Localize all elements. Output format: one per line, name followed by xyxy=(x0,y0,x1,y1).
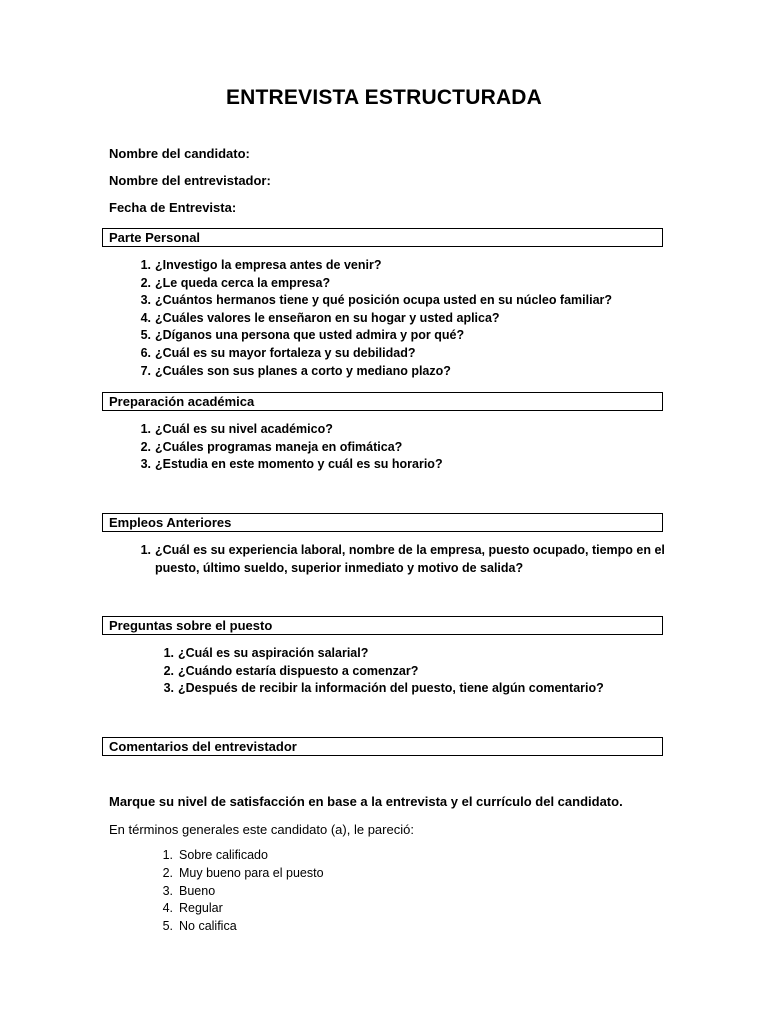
list-item: 3. Bueno xyxy=(162,883,216,898)
list-item: 1. ¿Cuál es su aspiración salarial? xyxy=(163,646,369,660)
satisfaction-prompt: En términos generales este candidato (a), le pareció: xyxy=(109,822,414,837)
list-item: 2. Muy bueno para el puesto xyxy=(162,865,324,880)
list-item: 1. ¿Investigo la empresa antes de venir? xyxy=(140,258,382,272)
section-heading-comments: Comentarios del entrevistador xyxy=(102,737,663,756)
document-title: ENTREVISTA ESTRUCTURADA xyxy=(225,86,543,109)
list-item: 3. ¿Cuántos hermanos tiene y qué posición ocupa usted en su núcleo familiar? xyxy=(140,293,613,308)
section-heading-academic: Preparación académica xyxy=(102,392,663,411)
previous-jobs-questions-list xyxy=(140,542,665,577)
list-item: 4. Regular xyxy=(162,901,223,916)
list-item: 2. ¿Cuándo estaría dispuesto a comenzar? xyxy=(163,663,419,678)
interviewer-name-field: Nombre del entrevistador: xyxy=(109,173,271,188)
list-item: 6. ¿Cuál es su mayor fortaleza y su debilidad? xyxy=(140,345,416,360)
position-questions-list xyxy=(163,645,604,698)
interview-date-field: Fecha de Entrevista: xyxy=(109,200,237,215)
list-item: 1. Sobre calificado xyxy=(162,848,268,862)
list-item: 3. ¿Después de recibir la información del puesto, tiene algún comentario? xyxy=(163,681,604,696)
academic-questions-list xyxy=(140,421,443,474)
list-item: 2. ¿Le queda cerca la empresa? xyxy=(140,275,331,290)
list-item: 4. ¿Cuáles valores le enseñaron en su hogar y usted aplica? xyxy=(140,310,500,325)
list-item: 1. ¿Cuál es su nivel académico? xyxy=(140,422,333,436)
list-item: 5. No califica xyxy=(162,919,237,934)
list-item: 2. ¿Cuáles programas maneja en ofimática? xyxy=(140,439,403,454)
candidate-name-field: Nombre del candidato: xyxy=(109,146,250,161)
list-item: 1. ¿Cuál es su experiencia laboral, nombre de la empresa, puesto ocupado, tiempo en el puesto, último sueldo, superior inmediato y motivo de salida? xyxy=(140,543,665,575)
list-item: 7. ¿Cuáles son sus planes a corto y mediano plazo? xyxy=(140,363,451,378)
list-item: 5. ¿Díganos una persona que usted admira y por qué? xyxy=(140,328,465,343)
section-heading-previous-jobs: Empleos Anteriores xyxy=(102,513,663,532)
section-heading-position: Preguntas sobre el puesto xyxy=(102,616,663,635)
section-heading-personal: Parte Personal xyxy=(102,228,663,247)
satisfaction-options-list xyxy=(162,847,324,936)
personal-questions-list xyxy=(140,257,613,380)
satisfaction-instruction: Marque su nivel de satisfacción en base a la entrevista y el currículo del candidato. xyxy=(109,794,623,809)
list-item: 3. ¿Estudia en este momento y cuál es su horario? xyxy=(140,457,443,472)
